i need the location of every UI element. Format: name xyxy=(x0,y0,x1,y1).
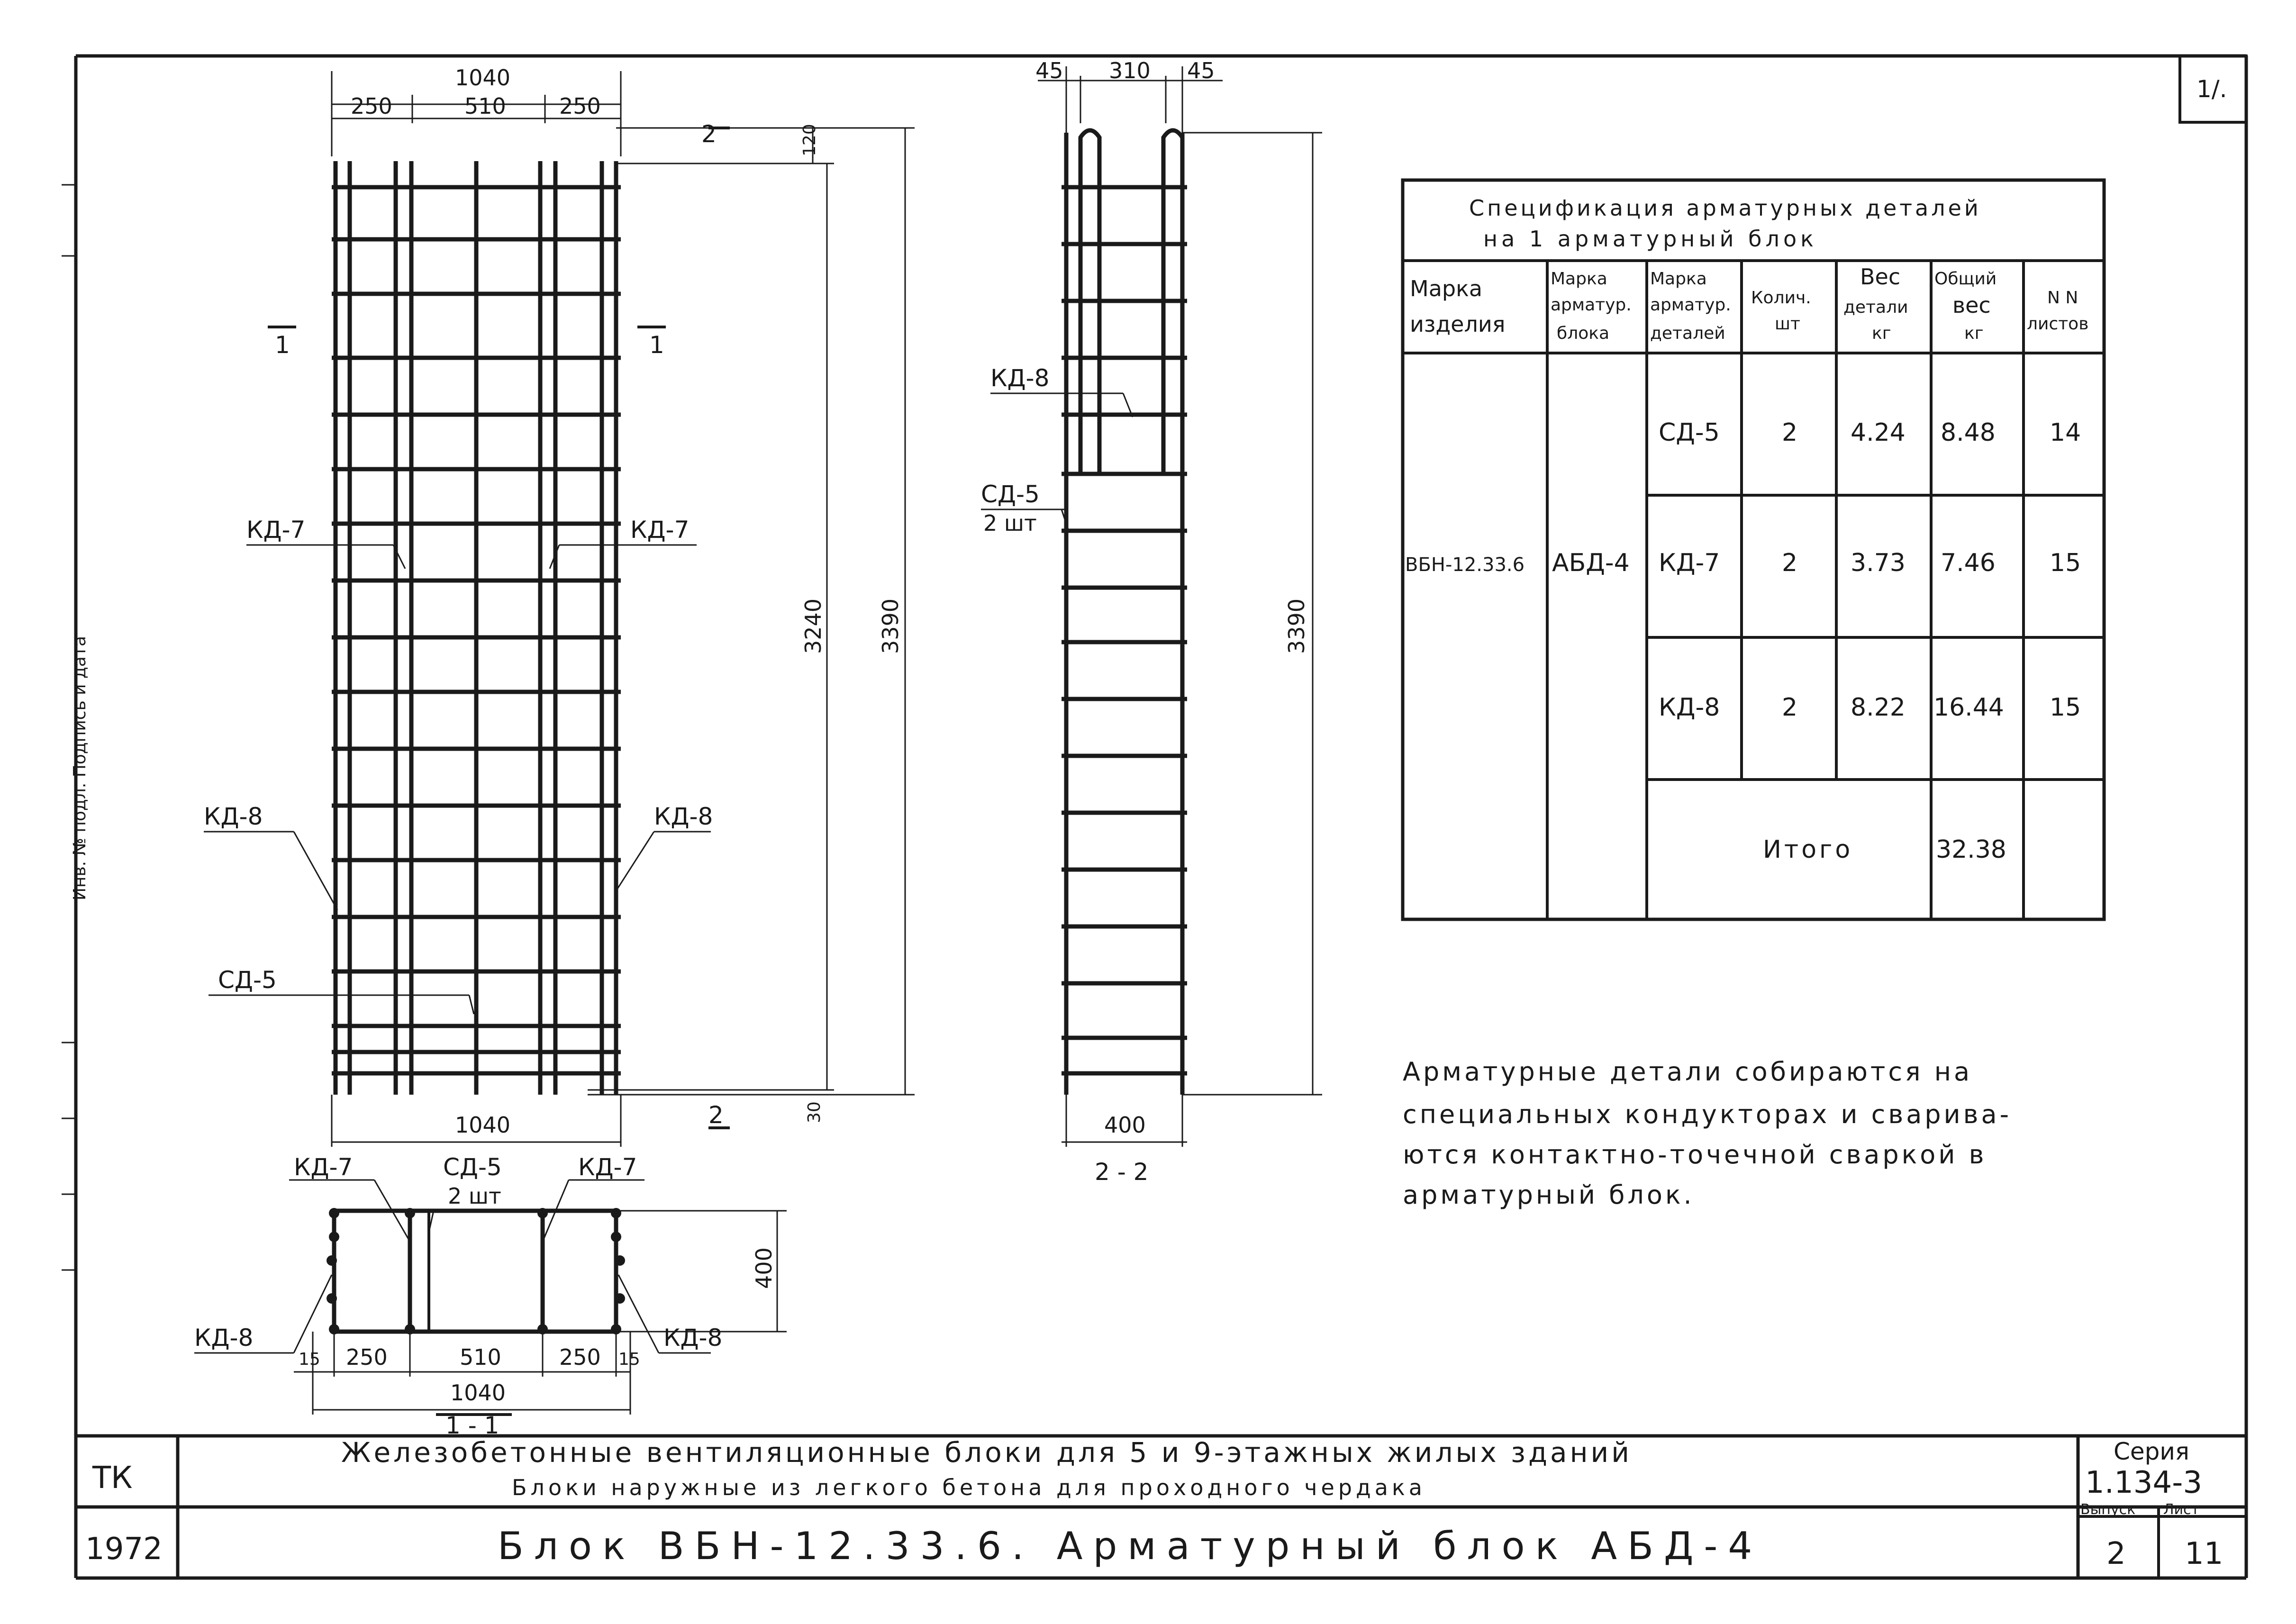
svg-text:КД-7: КД-7 xyxy=(1659,549,1720,577)
svg-text:400: 400 xyxy=(1104,1112,1146,1138)
svg-text:КД-7: КД-7 xyxy=(630,516,690,544)
svg-text:вес: вес xyxy=(1952,292,1991,318)
svg-text:Серия: Серия xyxy=(2114,1438,2189,1465)
svg-text:16.44: 16.44 xyxy=(1933,693,2004,722)
svg-text:1/.: 1/. xyxy=(2196,75,2227,103)
svg-text:арматур.: арматур. xyxy=(1551,295,1632,315)
svg-text:деталей: деталей xyxy=(1650,324,1725,343)
svg-text:Итого: Итого xyxy=(1763,835,1853,864)
svg-text:Колич.: Колич. xyxy=(1751,288,1811,308)
svg-text:30: 30 xyxy=(805,1101,824,1123)
svg-text:2 - 2: 2 - 2 xyxy=(1095,1158,1149,1186)
svg-text:250: 250 xyxy=(351,93,392,119)
rebar-dot xyxy=(611,1232,621,1242)
svg-text:КД-7: КД-7 xyxy=(578,1153,637,1181)
svg-text:блока: блока xyxy=(1557,324,1610,343)
svg-text:2: 2 xyxy=(1782,418,1798,447)
svg-text:3.73: 3.73 xyxy=(1851,549,1906,577)
svg-text:КД-8: КД-8 xyxy=(1659,693,1720,722)
svg-text:15: 15 xyxy=(299,1350,320,1369)
svg-text:15: 15 xyxy=(2050,693,2081,722)
svg-text:45: 45 xyxy=(1035,58,1063,83)
svg-text:Выпуск: Выпуск xyxy=(2080,1501,2136,1518)
svg-text:7.46: 7.46 xyxy=(1941,549,1996,577)
svg-text:14: 14 xyxy=(2050,418,2081,447)
svg-text:Марка: Марка xyxy=(1410,276,1483,301)
svg-text:Блоки наружные из легкого бето: Блоки наружные из легкого бетона для проходного чердака xyxy=(512,1475,1426,1500)
svg-text:1040: 1040 xyxy=(455,1112,511,1138)
svg-text:СД-5: СД-5 xyxy=(443,1153,502,1181)
rebar-dot xyxy=(329,1232,339,1242)
rebar-dot xyxy=(327,1293,337,1304)
svg-text:ТК: ТК xyxy=(92,1461,133,1496)
svg-text:КД-8: КД-8 xyxy=(663,1324,723,1352)
svg-text:Марка: Марка xyxy=(1551,269,1607,289)
svg-text:2: 2 xyxy=(2106,1536,2126,1571)
svg-text:2 шт: 2 шт xyxy=(448,1183,501,1209)
front-view xyxy=(204,65,915,1147)
rebar-dot xyxy=(329,1208,339,1218)
svg-text:Арматурные детали собираются н: Арматурные детали собираются на xyxy=(1403,1057,1973,1087)
rebar-dot xyxy=(327,1255,337,1266)
side-view-2-2 xyxy=(981,58,1322,1186)
svg-text:1: 1 xyxy=(649,331,664,359)
svg-text:Марка: Марка xyxy=(1650,269,1707,289)
rebar-dot xyxy=(615,1293,625,1304)
svg-text:8.22: 8.22 xyxy=(1851,693,1906,722)
svg-text:Железобетонные вентиляционные: Железобетонные вентиляционные блоки для 5 и 9-этажных жилых зданий xyxy=(341,1436,1632,1469)
svg-text:специальных кондукторах и свар: специальных кондукторах и сварива- xyxy=(1403,1099,2012,1129)
svg-text:1972: 1972 xyxy=(85,1532,163,1567)
rebar-dot xyxy=(611,1208,621,1218)
svg-text:КД-8: КД-8 xyxy=(204,803,263,830)
sheet-frame xyxy=(62,56,2246,1578)
svg-text:120: 120 xyxy=(800,124,819,156)
rebar-dot xyxy=(405,1208,415,1218)
side-stamp: Инв. № подл. Подпись и дата xyxy=(70,636,90,900)
svg-text:на 1 арматурный блок: на 1 арматурный блок xyxy=(1483,226,1817,252)
svg-text:Вес: Вес xyxy=(1860,264,1901,290)
svg-text:СД-5: СД-5 xyxy=(218,966,277,994)
svg-text:8.48: 8.48 xyxy=(1941,418,1996,447)
svg-text:250: 250 xyxy=(559,93,601,119)
svg-text:КД-7: КД-7 xyxy=(246,516,306,544)
svg-text:Общий: Общий xyxy=(1934,269,1997,289)
svg-text:510: 510 xyxy=(464,93,506,119)
svg-text:арматурный блок.: арматурный блок. xyxy=(1403,1180,1695,1210)
svg-text:КД-7: КД-7 xyxy=(294,1153,353,1181)
svg-text:15: 15 xyxy=(2050,549,2081,577)
svg-text:1.134-3: 1.134-3 xyxy=(2085,1465,2203,1500)
svg-text:КД-8: КД-8 xyxy=(654,803,713,830)
svg-text:11: 11 xyxy=(2185,1536,2223,1571)
svg-text:арматур.: арматур. xyxy=(1650,295,1731,315)
svg-text:Блок ВБН-12.33.6. Арматурный б: Блок ВБН-12.33.6. Арматурный блок АБД-4 xyxy=(498,1524,1763,1568)
svg-text:2: 2 xyxy=(708,1101,724,1129)
svg-text:1040: 1040 xyxy=(450,1380,506,1406)
svg-text:3240: 3240 xyxy=(800,598,826,654)
spec-table xyxy=(1403,180,2104,919)
assembly-note xyxy=(1403,1057,2012,1210)
svg-text:ВБН-12.33.6: ВБН-12.33.6 xyxy=(1405,554,1525,576)
svg-text:45: 45 xyxy=(1187,58,1215,83)
svg-text:2: 2 xyxy=(1782,693,1798,722)
svg-text:изделия: изделия xyxy=(1410,311,1506,337)
rebar-dot xyxy=(615,1255,625,1266)
title-block xyxy=(76,1436,2246,1578)
svg-text:детали: детали xyxy=(1843,298,1908,317)
svg-text:1 - 1: 1 - 1 xyxy=(445,1412,499,1439)
svg-text:2: 2 xyxy=(701,120,717,148)
svg-text:шт: шт xyxy=(1775,314,1800,334)
svg-text:Спецификация арматурных детале: Спецификация арматурных деталей xyxy=(1469,195,1981,221)
svg-text:510: 510 xyxy=(460,1344,501,1370)
corner-sheet-mark xyxy=(2180,56,2246,122)
svg-text:1: 1 xyxy=(275,331,290,359)
svg-text:АБД-4: АБД-4 xyxy=(1552,549,1630,577)
svg-text:15: 15 xyxy=(618,1350,640,1369)
svg-text:3390: 3390 xyxy=(1284,598,1309,654)
svg-text:2: 2 xyxy=(1782,549,1798,577)
svg-text:СД-5: СД-5 xyxy=(981,481,1040,508)
svg-text:250: 250 xyxy=(559,1344,601,1370)
rebar-dot xyxy=(537,1208,548,1218)
svg-text:Лист: Лист xyxy=(2163,1501,2200,1518)
svg-text:КД-8: КД-8 xyxy=(990,364,1050,392)
svg-text:КД-8: КД-8 xyxy=(194,1324,254,1352)
svg-text:1040: 1040 xyxy=(455,65,511,91)
svg-text:250: 250 xyxy=(346,1344,388,1370)
svg-text:310: 310 xyxy=(1109,58,1151,83)
svg-text:СД-5: СД-5 xyxy=(1659,418,1720,447)
svg-text:ются контактно-точечной сварко: ются контактно-точечной сваркой в xyxy=(1403,1140,1987,1170)
svg-text:3390: 3390 xyxy=(878,598,903,654)
svg-text:листов: листов xyxy=(2027,314,2089,334)
svg-text:400: 400 xyxy=(751,1247,777,1289)
svg-text:N N: N N xyxy=(2047,288,2078,308)
svg-text:32.38: 32.38 xyxy=(1936,835,2006,864)
svg-text:2 шт: 2 шт xyxy=(983,510,1037,536)
section-1-1-view xyxy=(194,1153,787,1439)
svg-text:кг: кг xyxy=(1964,324,1984,343)
svg-text:кг: кг xyxy=(1872,324,1891,343)
svg-text:4.24: 4.24 xyxy=(1851,418,1906,447)
